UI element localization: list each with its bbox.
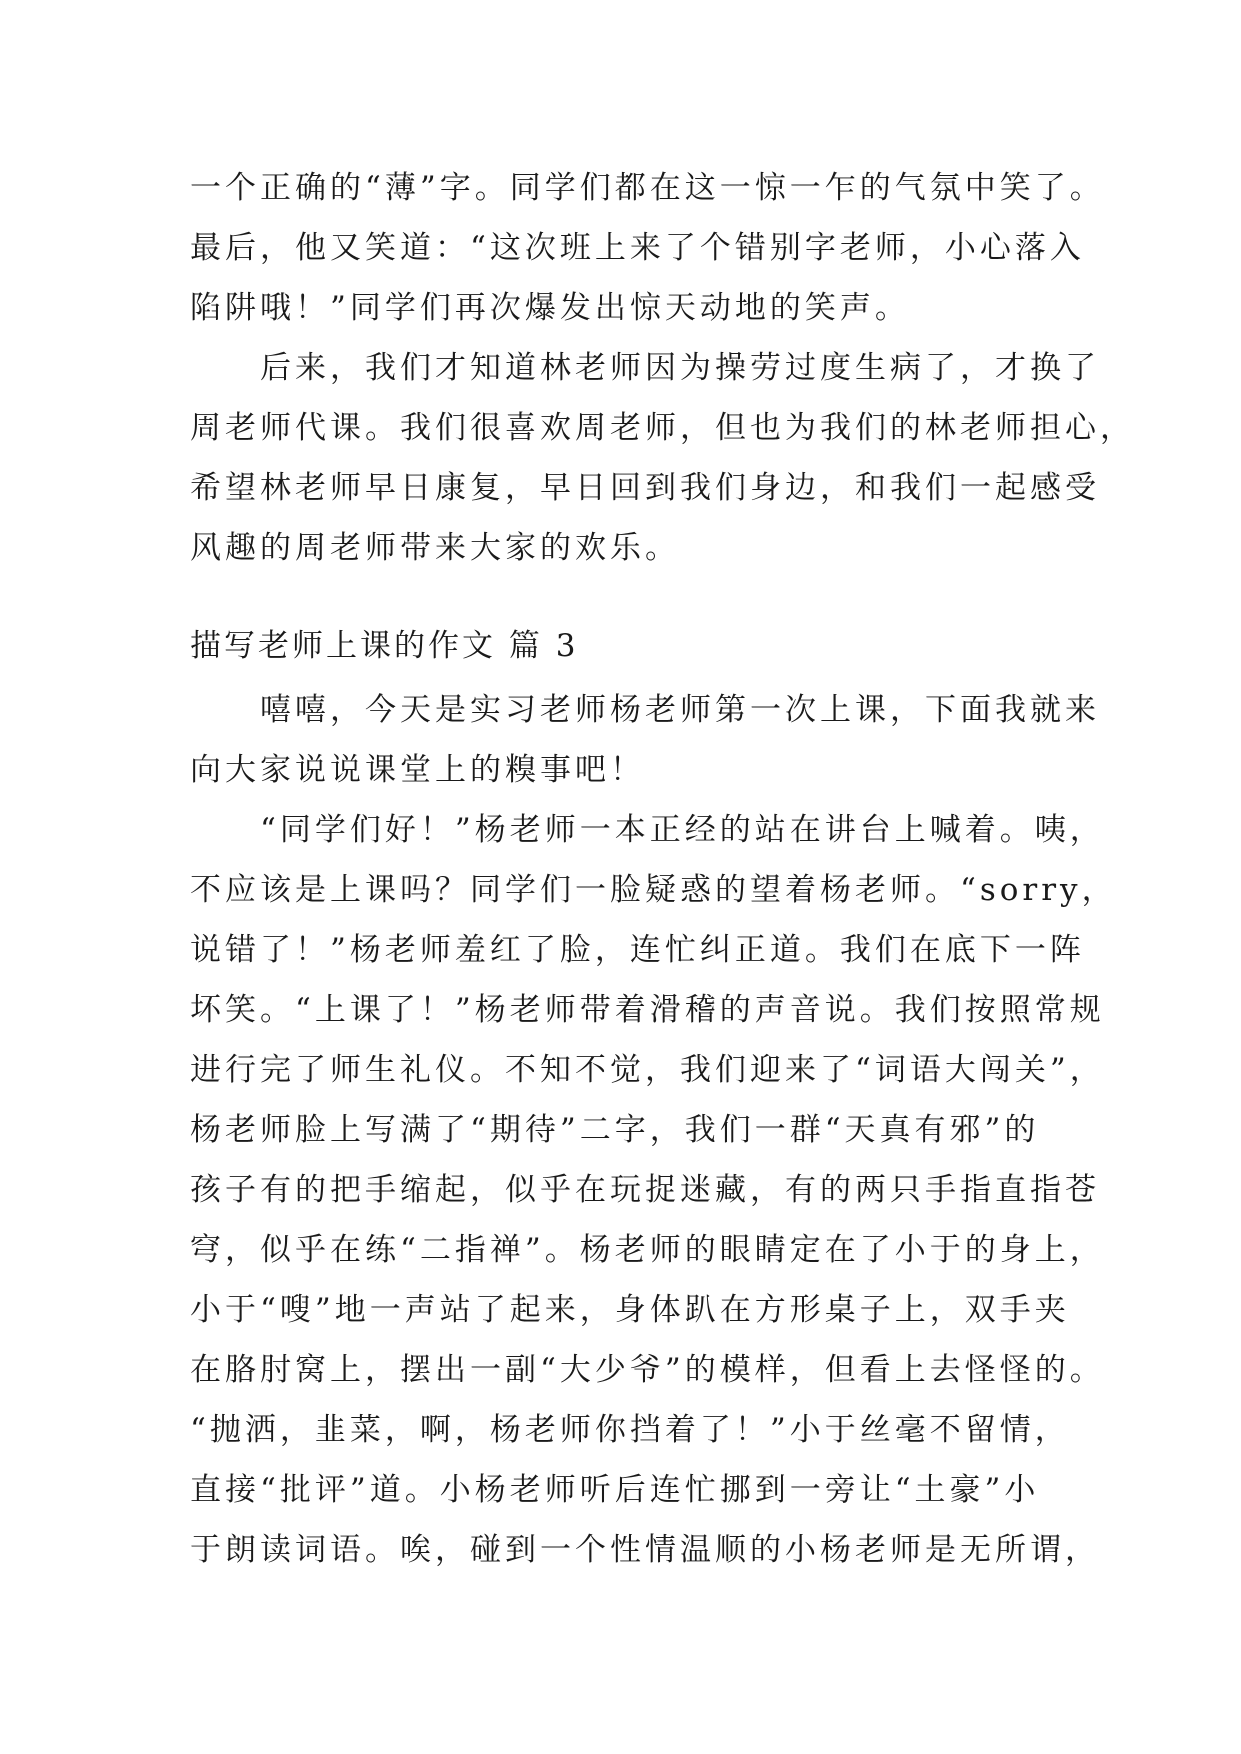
text-line: 进行完了师生礼仪。不知不觉，我们迎来了“词语大闯关”， xyxy=(190,1052,1105,1088)
section-body xyxy=(190,680,1117,1580)
text-line: 嘻嘻，今天是实习老师杨老师第一次上课，下面我就来 xyxy=(190,692,1100,728)
paragraph-continuation xyxy=(190,158,1105,338)
text-line: 周老师代课。我们很喜欢周老师，但也为我们的林老师担心， xyxy=(190,410,1135,446)
text-line: 于朗读词语。唉，碰到一个性情温顺的小杨老师是无所谓， xyxy=(190,1532,1100,1568)
text-line: 孩子有的把手缩起，似乎在玩捉迷藏，有的两只手指直指苍 xyxy=(190,1172,1100,1208)
text-line: 在胳肘窝上，摆出一副“大少爷”的模样，但看上去怪怪的。 xyxy=(190,1352,1105,1388)
text-line: 小于“嗖”地一声站了起来，身体趴在方形桌子上，双手夹 xyxy=(190,1292,1070,1328)
section-heading: 描写老师上课的作文 篇 3 xyxy=(190,628,579,664)
text-line: “抛洒，韭菜，啊，杨老师你挡着了！”小于丝毫不留情， xyxy=(190,1412,1070,1448)
text-line: 向大家说说课堂上的糗事吧！ xyxy=(190,752,645,788)
text-line: 直接“批评”道。小杨老师听后连忙挪到一旁让“土豪”小 xyxy=(190,1472,1040,1508)
text-line: 最后，他又笑道：“这次班上来了个错别字老师，小心落入 xyxy=(190,230,1085,266)
text-line: 不应该是上课吗？同学们一脸疑惑的望着杨老师。“sorry， xyxy=(190,872,1117,908)
text-line: 陷阱哦！”同学们再次爆发出惊天动地的笑声。 xyxy=(190,290,910,326)
text-line: 一个正确的“薄”字。同学们都在这一惊一乍的气氛中笑了。 xyxy=(190,170,1105,206)
text-line: 坏笑。“上课了！”杨老师带着滑稽的声音说。我们按照常规 xyxy=(190,992,1105,1028)
text-line: 后来，我们才知道林老师因为操劳过度生病了，才换了 xyxy=(190,350,1100,386)
text-line: “同学们好！”杨老师一本正经的站在讲台上喊着。咦， xyxy=(190,812,1105,848)
text-line: 希望林老师早日康复，早日回到我们身边，和我们一起感受 xyxy=(190,470,1100,506)
text-line: 说错了！”杨老师羞红了脸，连忙纠正道。我们在底下一阵 xyxy=(190,932,1085,968)
paragraph-later xyxy=(190,338,1135,578)
text-line: 穹，似乎在练“二指禅”。杨老师的眼睛定在了小于的身上， xyxy=(190,1232,1105,1268)
text-line: 杨老师脸上写满了“期待”二字，我们一群“天真有邪”的 xyxy=(190,1112,1040,1148)
text-line: 风趣的周老师带来大家的欢乐。 xyxy=(190,530,680,566)
